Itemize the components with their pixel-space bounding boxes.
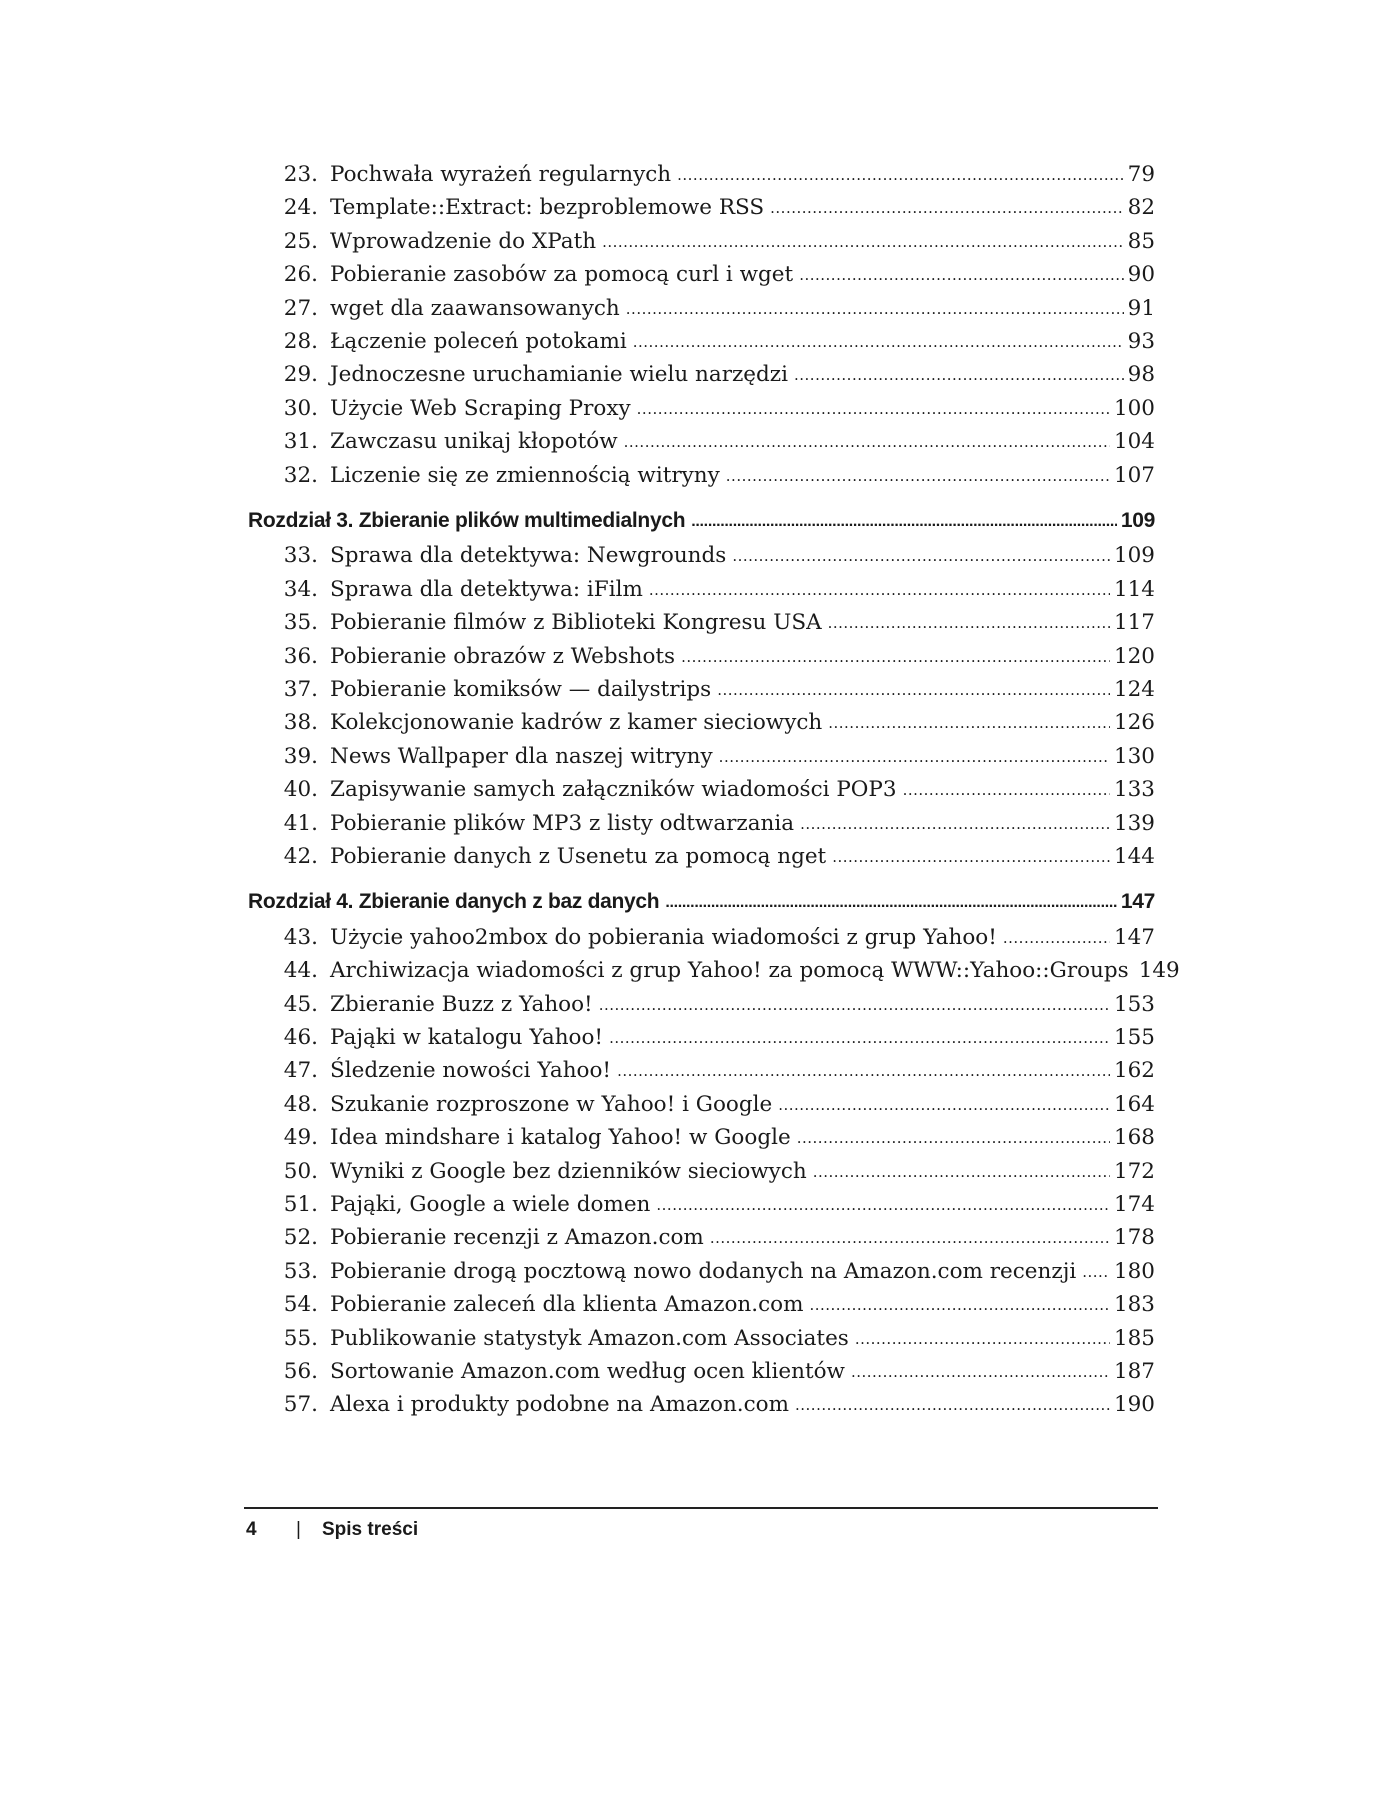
entry-number: 52.	[283, 1225, 318, 1251]
toc-entry	[275, 227, 1155, 257]
toc-entry	[275, 193, 1155, 223]
entry-page-number: 178	[1113, 1225, 1155, 1251]
entry-title: Szukanie rozproszone w Yahoo! i Google	[330, 1091, 773, 1117]
toc-entry	[275, 360, 1155, 390]
footer-rule	[244, 1507, 1158, 1509]
toc-entry	[275, 1190, 1155, 1220]
toc-entry	[275, 1023, 1155, 1053]
dot-leader	[797, 1123, 1110, 1153]
entry-number: 57.	[283, 1392, 318, 1418]
toc-chapter-heading	[248, 505, 1155, 537]
dot-leader	[617, 1056, 1110, 1086]
entry-page-number: 98	[1127, 362, 1155, 388]
entry-page-number: 172	[1113, 1158, 1155, 1184]
entry-title: Alexa i produkty podobne na Amazon.com	[330, 1392, 789, 1418]
entry-page-number: 164	[1113, 1091, 1155, 1117]
toc-entry	[275, 1223, 1155, 1253]
entry-page-number: 124	[1113, 677, 1155, 702]
entry-page-number: 180	[1113, 1258, 1155, 1284]
entry-title: Pobieranie drogą pocztową nowo dodanych na Amazon.com recenzji	[330, 1258, 1077, 1284]
footer-page-number: 4	[246, 1519, 257, 1540]
entry-page-number: 117	[1113, 610, 1155, 636]
entry-number: 43.	[283, 924, 318, 950]
entry-number: 34.	[283, 576, 318, 602]
entry-title: Łączenie poleceń potokami	[330, 329, 627, 354]
toc-chapter-heading	[248, 886, 1155, 918]
entry-title: Zawczasu unikaj kłopotów	[330, 429, 618, 455]
chapter-title: Rozdział 4. Zbieranie danych z baz danych	[248, 890, 660, 914]
entry-number: 49.	[283, 1125, 318, 1151]
entry-title: Pająki, Google a wiele domen	[330, 1192, 651, 1217]
entry-number: 47.	[283, 1058, 318, 1084]
entry-title: Pobieranie plików MP3 z listy odtwarzania	[330, 810, 795, 836]
entry-number: 42.	[283, 844, 318, 869]
entry-page-number: 183	[1113, 1292, 1155, 1318]
entry-title: Wyniki z Google bez dzienników sieciowych	[330, 1158, 807, 1184]
entry-page-number: 174	[1113, 1192, 1155, 1217]
toc-entry	[275, 394, 1155, 424]
toc-entry	[275, 1257, 1155, 1287]
entry-number: 37.	[283, 677, 318, 702]
entry-number: 29.	[283, 362, 318, 388]
dot-leader	[828, 708, 1110, 738]
entry-page-number: 162	[1113, 1058, 1155, 1084]
dot-leader	[677, 160, 1124, 190]
entry-page-number: 114	[1113, 576, 1155, 602]
entry-page-number: 139	[1113, 810, 1155, 836]
dot-leader	[691, 506, 1117, 538]
toc-entry	[275, 923, 1155, 953]
entry-number: 33.	[283, 543, 318, 569]
toc-entry	[275, 1324, 1155, 1354]
footer-section-title: Spis treści	[322, 1519, 419, 1540]
entry-title: wget dla zaawansowanych	[330, 295, 620, 321]
entry-page-number: 91	[1127, 295, 1155, 321]
entry-number: 50.	[283, 1158, 318, 1184]
entry-title: Sortowanie Amazon.com według ocen klientów	[330, 1359, 845, 1384]
toc-entry	[275, 1090, 1155, 1120]
dot-leader	[809, 1290, 1109, 1320]
toc-entry	[275, 1357, 1155, 1387]
toc-entry	[275, 708, 1155, 738]
entry-number: 32.	[283, 462, 318, 488]
entry-number: 53.	[283, 1258, 318, 1284]
toc-entry	[275, 775, 1155, 805]
entry-page-number: 100	[1113, 395, 1155, 421]
entry-number: 28.	[283, 329, 318, 354]
entry-number: 26.	[283, 262, 318, 288]
entry-page-number: 104	[1113, 429, 1155, 455]
chapter-page-number: 109	[1120, 509, 1155, 532]
dot-leader	[656, 1190, 1110, 1220]
dot-leader	[770, 193, 1124, 223]
entry-page-number: 133	[1113, 777, 1155, 803]
entry-title: Użycie Web Scraping Proxy	[330, 395, 631, 421]
dot-leader	[609, 1023, 1110, 1053]
entry-title: Wprowadzenie do XPath	[330, 228, 597, 254]
entry-number: 38.	[283, 710, 318, 736]
dot-leader	[855, 1324, 1110, 1354]
entry-page-number: 144	[1113, 844, 1155, 869]
entry-title: Zbieranie Buzz z Yahoo!	[330, 991, 593, 1017]
entry-page-number: 155	[1113, 1025, 1155, 1050]
entry-page-number: 107	[1113, 462, 1155, 488]
entry-page-number: 109	[1113, 543, 1155, 569]
toc-entry	[275, 1290, 1155, 1320]
toc-entry	[275, 990, 1155, 1020]
footer-separator: |	[296, 1519, 301, 1540]
toc-entry	[275, 575, 1155, 605]
entry-title: Liczenie się ze zmiennością witryny	[330, 462, 720, 488]
entry-title: Sprawa dla detektywa: iFilm	[330, 576, 643, 602]
entry-title: Archiwizacja wiadomości z grup Yahoo! za pomocą WWW::Yahoo::Groups	[330, 958, 1129, 984]
entry-page-number: 185	[1113, 1325, 1155, 1351]
dot-leader	[800, 809, 1110, 839]
entry-number: 40.	[283, 777, 318, 803]
toc-entry	[275, 260, 1155, 290]
entry-number: 54.	[283, 1292, 318, 1318]
toc-entry	[275, 541, 1155, 571]
entry-title: News Wallpaper dla naszej witryny	[330, 743, 713, 769]
entry-page-number: 187	[1113, 1359, 1155, 1384]
entry-page-number: 93	[1127, 329, 1155, 354]
toc-entry	[275, 1123, 1155, 1153]
dot-leader	[1082, 1257, 1110, 1287]
toc-entry	[275, 608, 1155, 638]
entry-title: Publikowanie statystyk Amazon.com Associates	[330, 1325, 849, 1351]
toc-entry	[275, 956, 1180, 986]
dot-leader	[795, 1390, 1110, 1420]
dot-leader	[624, 427, 1110, 457]
entry-title: Pobieranie recenzji z Amazon.com	[330, 1225, 704, 1251]
toc-entry	[275, 1157, 1155, 1187]
entry-title: Template::Extract: bezproblemowe RSS	[330, 195, 765, 221]
dot-leader	[719, 742, 1110, 772]
entry-title: Pobieranie obrazów z Webshots	[330, 643, 676, 669]
entry-title: Idea mindshare i katalog Yahoo! w Google	[330, 1125, 791, 1151]
dot-leader	[726, 461, 1110, 491]
entry-title: Pobieranie zaleceń dla klienta Amazon.com	[330, 1292, 804, 1318]
entry-page-number: 147	[1113, 924, 1155, 950]
entry-page-number: 130	[1113, 743, 1155, 769]
entry-page-number: 82	[1127, 195, 1155, 221]
entry-title: Pająki w katalogu Yahoo!	[330, 1025, 604, 1050]
entry-number: 24.	[283, 195, 318, 221]
entry-number: 55.	[283, 1325, 318, 1351]
dot-leader	[778, 1090, 1110, 1120]
dot-leader	[903, 775, 1110, 805]
entry-number: 31.	[283, 429, 318, 455]
entry-title: Pobieranie komiksów — dailystrips	[330, 677, 712, 702]
toc-entry	[275, 294, 1155, 324]
entry-number: 46.	[283, 1025, 318, 1050]
toc-entry	[275, 461, 1155, 491]
entry-number: 41.	[283, 810, 318, 836]
entry-title: Użycie yahoo2mbox do pobierania wiadomości z grup Yahoo!	[330, 924, 997, 950]
entry-title: Pobieranie danych z Usenetu za pomocą nget	[330, 844, 827, 869]
entry-number: 27.	[283, 295, 318, 321]
entry-title: Śledzenie nowości Yahoo!	[330, 1058, 612, 1084]
entry-number: 44.	[283, 958, 318, 984]
entry-page-number: 120	[1113, 643, 1155, 669]
entry-title: Pobieranie filmów z Biblioteki Kongresu USA	[330, 610, 822, 636]
entry-title: Kolekcjonowanie kadrów z kamer sieciowych	[330, 710, 823, 736]
dot-leader	[710, 1223, 1110, 1253]
dot-leader	[626, 294, 1124, 324]
entry-number: 48.	[283, 1091, 318, 1117]
toc-entry	[275, 742, 1155, 772]
chapter-page-number: 147	[1120, 890, 1155, 914]
entry-page-number: 168	[1113, 1125, 1155, 1151]
entry-number: 35.	[283, 610, 318, 636]
entry-page-number: 190	[1113, 1392, 1155, 1418]
toc-entry	[275, 327, 1155, 357]
entry-page-number: 90	[1127, 262, 1155, 288]
chapter-title: Rozdział 3. Zbieranie plików multimedialnych	[248, 509, 686, 532]
toc-entry	[275, 809, 1155, 839]
dot-leader	[732, 541, 1110, 571]
entry-title: Sprawa dla detektywa: Newgrounds	[330, 543, 727, 569]
toc-entry	[275, 642, 1155, 672]
entry-number: 56.	[283, 1359, 318, 1384]
dot-leader	[602, 227, 1124, 257]
entry-number: 30.	[283, 395, 318, 421]
entry-title: Zapisywanie samych załączników wiadomości POP3	[330, 777, 897, 803]
dot-leader	[637, 394, 1110, 424]
dot-leader	[1003, 923, 1110, 953]
dot-leader	[828, 608, 1110, 638]
dot-leader	[665, 887, 1117, 919]
entry-number: 25.	[283, 228, 318, 254]
dot-leader	[599, 990, 1110, 1020]
page-footer	[246, 1518, 418, 1542]
entry-number: 45.	[283, 991, 318, 1017]
dot-leader	[813, 1157, 1110, 1187]
dot-leader	[649, 575, 1110, 605]
toc-entry	[275, 1056, 1155, 1086]
entry-page-number: 79	[1127, 162, 1155, 187]
dot-leader	[681, 642, 1110, 672]
entry-number: 39.	[283, 743, 318, 769]
entry-number: 23.	[283, 162, 318, 187]
entry-number: 36.	[283, 643, 318, 669]
dot-leader	[633, 327, 1124, 357]
entry-page-number: 149	[1138, 958, 1180, 984]
toc-entry	[275, 427, 1155, 457]
entry-title: Jednoczesne uruchamianie wielu narzędzi	[330, 362, 788, 388]
dot-leader	[717, 675, 1110, 705]
toc-entry	[275, 160, 1155, 190]
entry-number: 51.	[283, 1192, 318, 1217]
entry-page-number: 153	[1113, 991, 1155, 1017]
dot-leader	[832, 842, 1110, 872]
toc-entry	[275, 1390, 1155, 1420]
entry-title: Pobieranie zasobów za pomocą curl i wget	[330, 262, 794, 288]
dot-leader	[794, 360, 1124, 390]
toc-entry	[275, 675, 1155, 705]
dot-leader	[799, 260, 1123, 290]
dot-leader	[851, 1357, 1110, 1387]
toc-entry	[275, 842, 1155, 872]
entry-title: Pochwała wyrażeń regularnych	[330, 162, 672, 187]
entry-page-number: 126	[1113, 710, 1155, 736]
entry-page-number: 85	[1127, 228, 1155, 254]
